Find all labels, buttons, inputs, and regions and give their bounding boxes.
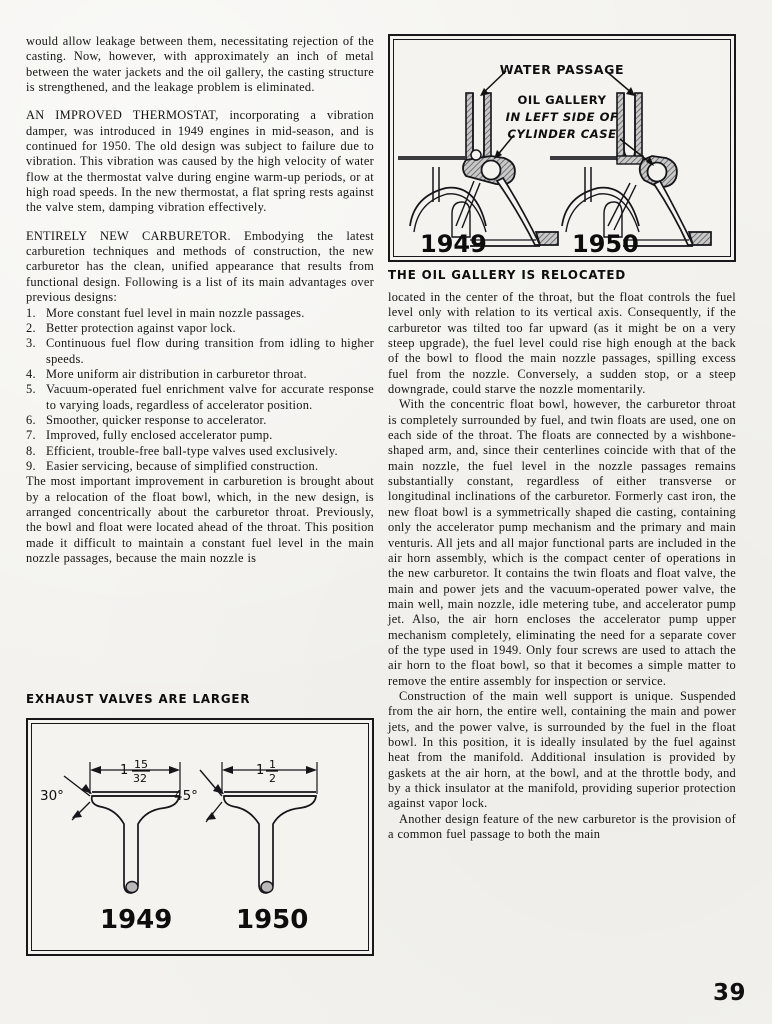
oil-gallery-diagram	[390, 36, 734, 260]
list-item	[26, 428, 374, 443]
label-oil-gallery-line3: CYLINDER CASE	[507, 127, 617, 141]
label-water-passage: WATER PASSAGE	[499, 62, 625, 77]
dim-denominator-1949: 32	[133, 772, 147, 785]
dim-numerator-1949: 15	[134, 758, 148, 771]
paragraph-throat: located in the center of the throat, but the float controls the fuel level only with relation to its vertical axis. Consequently, if the carburetor was tilted too far upward (as it might be on a very steep upgrade), the fuel level could rise high enough at the back of the bowl to flood the main nozzle passages, spilling excess fuel from the nozzle. Conversely, a sudden stop, or a steep downgrade, could starve the nozzle momentarily.	[388, 290, 736, 397]
advantages-list	[26, 306, 374, 475]
figure-caption-oil-gallery: THE OIL GALLERY IS RELOCATED	[388, 268, 627, 282]
dim-denominator-1950: 2	[269, 772, 276, 785]
list-item-text: Continuous fuel flow during transition from idling to higher speeds.	[46, 336, 374, 366]
list-item-text: Smoother, quicker response to accelerator.	[46, 412, 267, 427]
list-item-text: More uniform air distribution in carburetor throat.	[46, 366, 307, 381]
list-item-number: 2.	[26, 320, 36, 335]
figure-oil-gallery	[388, 34, 736, 262]
list-item-number: 6.	[26, 412, 36, 427]
figure-exhaust-valves	[26, 718, 374, 956]
paragraph-thermostat: AN IMPROVED THERMOSTAT, incorporating a vibration damper, was introduced in 1949 engines in mid-season, and is continued for 1950. The old design was subject to failure due to vibration. This vibration was caused by the high velocity of water flow at the thermostat valve during engine warm-up periods, or at high road speeds. In the new thermostat, a flat spring rests against the valve stem, damping vibration effectively.	[26, 108, 374, 215]
right-text-column	[388, 290, 736, 842]
list-item-text: More constant fuel level in main nozzle passages.	[46, 305, 305, 320]
list-item	[26, 413, 374, 428]
list-item	[26, 459, 374, 474]
list-item-number: 5.	[26, 382, 36, 397]
list-item	[26, 306, 374, 321]
page-number: 39	[712, 980, 746, 1006]
paragraph-well-support: Construction of the main well support is unique. Suspended from the air horn, the entire well, containing the main and power jets, and the power valve, is surrounded by the fuel in the float bowl. In this position, it is ideally insulated by the fuel against heat from the manifold. Additional insulation is provided by gaskets at the air horn, at the bowl, and at the throttle body, and by a thick insulator at the manifold, providing superior protection against vapor lock.	[388, 688, 736, 811]
dim-numerator-1950: 1	[269, 758, 276, 771]
year-label-1949: 1949	[420, 230, 487, 258]
paragraph-concentric-bowl: With the concentric float bowl, however, the carburetor throat is completely surrounded by fuel, and twin floats are used, one on each side of the throat. The floats are connected by a wishbone-shaped arm, and, since their centerlines coincide with that of the main nozzle, the fuel level in the nozzle passages remains substantially constant, regardless of either transverse or longitudinal inclinations of the carburetor. Formerly cast iron, the new float bowl is a symmetrically shaped die casting, containing only the accelerator pump mechanism and the primary and main venturis. All jets and all major functional parts are included in the air horn assembly, which is the compact center of operations in the new carburetor. It contains the twin floats and float valve, the main and power jets and the vacuum-operated power valve, the main well, main nozzle, idle metering tube, and accelerator pump jet. Also, the air horn encloses the accelerator pump upper mechanism completely, eliminating the need for a separate cover of the type used in 1949. Only four screws are used to attach the air horn to the float bowl, so that it becomes a simple matter to remove the entire assembly for inspection or service.	[388, 397, 736, 688]
year-label-1950: 1950	[572, 230, 639, 258]
label-oil-gallery: OIL GALLERY	[517, 93, 607, 107]
dim-whole-1950: 1	[256, 763, 265, 778]
figure-caption-exhaust-valves: EXHAUST VALVES ARE LARGER	[26, 692, 251, 706]
angle-label-1949: 30°	[40, 788, 64, 804]
list-item-text: Vacuum-operated fuel enrichment valve for accurate response to varying loads, regardless of accelerator position.	[46, 382, 374, 412]
valve-1949	[64, 762, 180, 893]
list-item	[26, 444, 374, 459]
list-item-text: Efficient, trouble-free ball-type valves used exclusively.	[46, 443, 338, 458]
paragraph-continuation: would allow leakage between them, necessitating rejection of the casting. Now, however, with approximately an inch of metal between the water jackets and the oil gallery, the casting structure is strengthened, and the leakage problem is eliminated.	[26, 34, 374, 95]
list-item-number: 7.	[26, 428, 36, 443]
list-item-text: Improved, fully enclosed accelerator pump.	[46, 428, 273, 443]
angle-label-1950: 45°	[174, 788, 198, 804]
valve-year-1949: 1949	[100, 905, 173, 935]
paragraph-float-bowl: The most important improvement in carburetion is brought about by a relocation of the float bowl, which, in the new design, is arranged concentrically about the carburetor throat. Previously, the bowl and float were located ahead of the throat. This position made it difficult to maintain a constant fuel level in the main nozzle passages, because the main nozzle is	[26, 474, 374, 565]
list-item	[26, 382, 374, 413]
list-item	[26, 321, 374, 336]
list-item-number: 4.	[26, 366, 36, 381]
label-oil-gallery-line2: IN LEFT SIDE OF	[505, 110, 619, 124]
paragraph-fuel-passage: Another design feature of the new carburetor is the provision of a common fuel passage to both the main	[388, 811, 736, 842]
valve-1950	[200, 762, 317, 893]
exhaust-valve-diagram	[28, 720, 372, 954]
list-item-text: Easier servicing, because of simplified construction.	[46, 458, 319, 473]
list-item-number: 1.	[26, 305, 36, 320]
paragraph-carburetor-intro: ENTIRELY NEW CARBURETOR. Embodying the latest carburetion techniques and methods of construction, the new carburetor has the clean, unified appearance that results from functional design. Following is a list of its main advantages over previous designs:	[26, 228, 374, 305]
left-text-column	[26, 34, 374, 579]
list-item-number: 3.	[26, 336, 36, 351]
valve-year-1950: 1950	[236, 905, 309, 935]
dim-whole-1949: 1	[120, 763, 129, 778]
list-item-text: Better protection against vapor lock.	[46, 320, 236, 335]
list-item-number: 9.	[26, 458, 36, 473]
list-item	[26, 367, 374, 382]
list-item-number: 8.	[26, 443, 36, 458]
list-item	[26, 336, 374, 367]
